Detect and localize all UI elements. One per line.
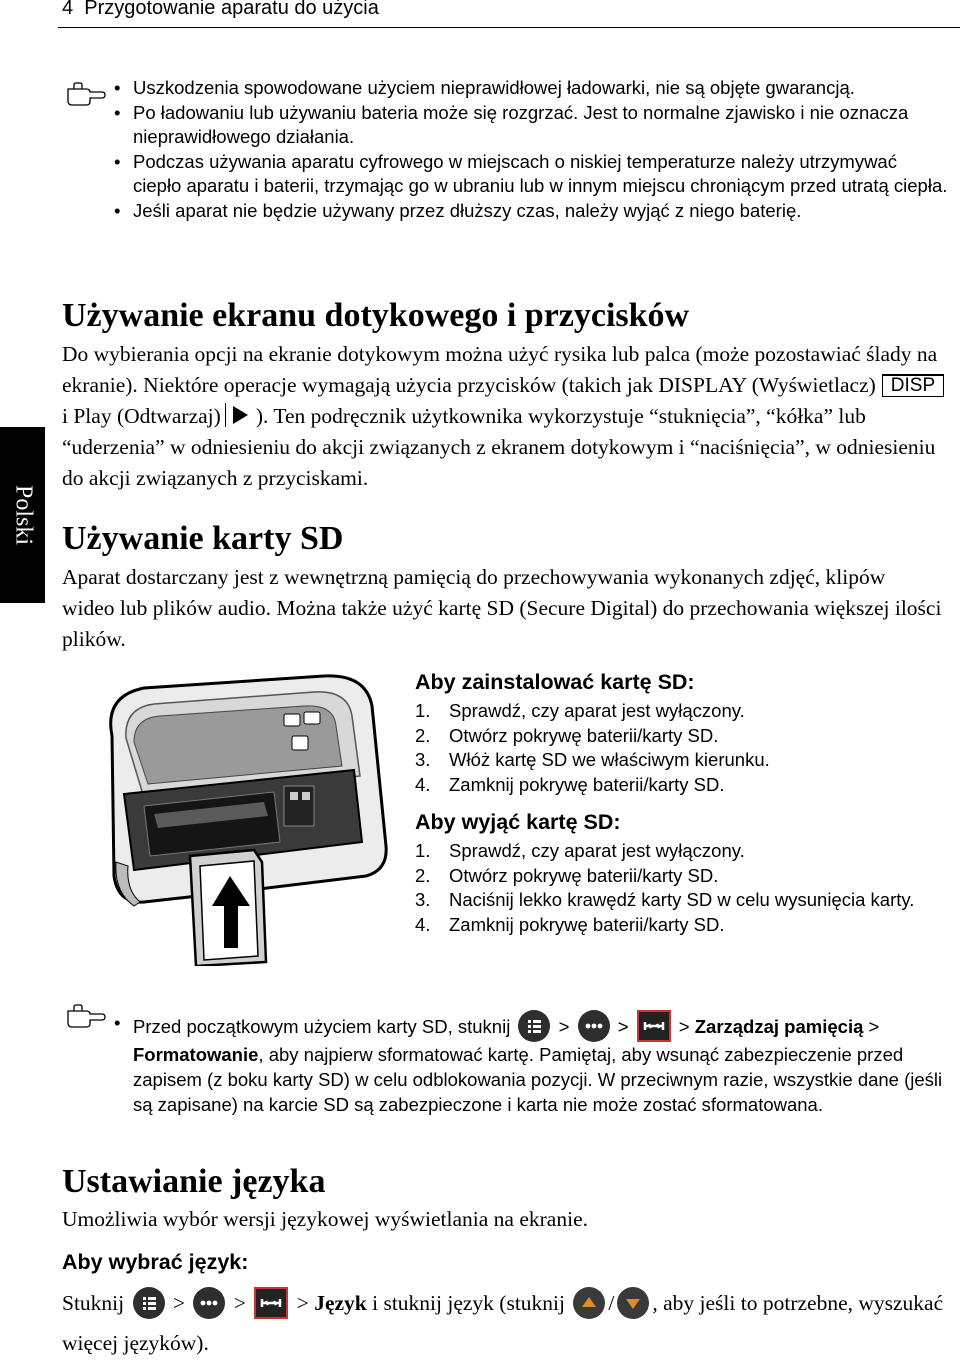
disp-key: DISP bbox=[882, 374, 944, 397]
step-number: 4. bbox=[415, 913, 431, 935]
page-number: 4 bbox=[62, 0, 74, 19]
format-note-prefix: Przed początkowym użyciem karty SD, stuknij bbox=[133, 1016, 511, 1037]
step-number: 2. bbox=[415, 724, 431, 746]
list-item bbox=[415, 839, 945, 864]
settings-wrench-icon[interactable] bbox=[637, 1010, 671, 1042]
touch-text-2: i Play (Odtwarzaj) bbox=[62, 404, 221, 428]
separator: > bbox=[233, 1291, 246, 1315]
step-text: Włóż kartę SD we właściwym kierunku. bbox=[449, 749, 770, 770]
step-number: 1. bbox=[415, 840, 431, 861]
step-text: Naciśnij lekko krawędź karty SD w celu wysunięcia karty. bbox=[449, 889, 915, 910]
play-icon bbox=[225, 403, 252, 427]
list-item bbox=[415, 724, 935, 749]
list-item bbox=[415, 888, 945, 913]
list-item: • Jeśli aparat nie będzie używany przez dłuższy czas, należy wyjąć z niego baterię. bbox=[114, 199, 949, 224]
language-side-tab bbox=[0, 427, 45, 603]
scroll-up-icon[interactable] bbox=[573, 1287, 605, 1319]
language-end-text: , aby jeśli to potrzebne, wyszukać więcej języków). bbox=[62, 1291, 944, 1355]
camera-sd-card-illustration bbox=[104, 666, 390, 966]
more-options-icon[interactable] bbox=[193, 1287, 225, 1319]
section-title-language: Ustawianie języka bbox=[62, 1163, 326, 1200]
step-number: 4. bbox=[415, 773, 431, 795]
notes-list-top bbox=[114, 76, 949, 223]
touch-text-3: ). Ten podręcznik użytkownika wykorzystuje “stuknięcia”, “kółka” lub “uderzenia” w odniesieniu do akcji związanych z ekranem dotykowym i “naciśnięcia”, w odniesieniu do akcji związanych z przyciskami. bbox=[62, 404, 936, 490]
install-steps bbox=[415, 699, 935, 797]
header-rule bbox=[58, 27, 960, 28]
separator: > bbox=[678, 1016, 690, 1037]
menu-button-icon[interactable] bbox=[518, 1010, 550, 1042]
separator: > bbox=[558, 1016, 570, 1037]
section-title-sd: Używanie karty SD bbox=[62, 520, 344, 557]
step-number: 2. bbox=[415, 864, 431, 886]
list-item bbox=[415, 699, 935, 724]
separator: > bbox=[172, 1291, 186, 1315]
menu-button-icon[interactable] bbox=[133, 1287, 165, 1319]
section-title-touch: Używanie ekranu dotykowego i przycisków bbox=[62, 297, 690, 334]
step-text: Otwórz pokrywę baterii/karty SD. bbox=[449, 864, 719, 886]
chapter-title: Przygotowanie aparatu do użycia bbox=[84, 0, 379, 19]
list-item: • Po ładowaniu lub używaniu bateria może się rozgrzać. Jest to normalne zjawisko i nie oznacza nieprawidłowego działania. bbox=[114, 101, 949, 150]
list-item bbox=[415, 773, 935, 798]
format-label: Formatowanie bbox=[133, 1044, 259, 1065]
step-text: Sprawdź, czy aparat jest wyłączony. bbox=[449, 840, 745, 861]
step-text: Sprawdź, czy aparat jest wyłączony. bbox=[449, 700, 745, 721]
language-paragraph: Umożliwia wybór wersji językowej wyświetlania na ekranie. bbox=[62, 1207, 588, 1231]
list-item bbox=[415, 748, 935, 773]
manage-memory-label: Zarządzaj pamięcią bbox=[694, 1016, 864, 1037]
separator: > bbox=[296, 1291, 309, 1315]
separator: > bbox=[868, 1016, 880, 1037]
page-header bbox=[62, 0, 379, 20]
slash: / bbox=[608, 1291, 615, 1315]
step-text: Zamknij pokrywę baterii/karty SD. bbox=[449, 773, 725, 795]
more-options-icon[interactable] bbox=[578, 1010, 610, 1042]
language-mid-text: i stuknij język (stuknij bbox=[372, 1291, 566, 1315]
remove-steps bbox=[415, 839, 945, 937]
select-language-title: Aby wybrać język: bbox=[62, 1250, 249, 1274]
tap-label: Stuknij bbox=[62, 1291, 125, 1315]
language-label: Język bbox=[314, 1291, 367, 1315]
side-tab-label: Polski bbox=[10, 484, 36, 546]
scroll-down-icon[interactable] bbox=[617, 1287, 649, 1319]
separator: > bbox=[617, 1016, 629, 1037]
settings-wrench-icon[interactable] bbox=[254, 1287, 288, 1319]
install-sd-title: Aby zainstalować kartę SD: bbox=[415, 670, 695, 694]
sd-paragraph: Aparat dostarczany jest z wewnętrzną pamięcią do przechowywania wykonanych zdjęć, klipów wideo lub plików audio. Można także użyć kartę SD (Secure Digital) do przechowania większej ilości plików. bbox=[62, 565, 942, 651]
touch-paragraph bbox=[62, 339, 954, 494]
step-number: 3. bbox=[415, 889, 431, 910]
format-note-suffix: , aby najpierw sformatować kartę. Pamiętaj, aby wsunąć zabezpieczenie przed zapisem (z boku karty SD) w celu odblokowania pozycji. W przeciwnym razie, wszystkie dane (jeśli są zapisane) na karcie SD są zabezpieczone i karta nie może zostać sformatowana. bbox=[133, 1044, 943, 1115]
list-item: • Podczas używania aparatu cyfrowego w miejscach o niskiej temperaturze należy utrzymywać ciepło aparatu i baterii, trzymając go w ubraniu lub w innym miejscu chroniącym przed utratą ciepła. bbox=[114, 150, 949, 199]
pointing-hand-icon bbox=[66, 1004, 106, 1028]
remove-sd-title: Aby wyjąć kartę SD: bbox=[415, 810, 621, 834]
list-item: • Uszkodzenia spowodowane użyciem nieprawidłowej ładowarki, nie są objęte gwarancją. bbox=[114, 76, 949, 101]
pointing-hand-icon bbox=[66, 82, 106, 106]
list-item bbox=[114, 1010, 949, 1117]
format-note bbox=[114, 1010, 949, 1117]
touch-text-1: Do wybierania opcji na ekranie dotykowym można użyć rysika lub palca (może pozostawiać ślady na ekranie). Niektóre operacje wymagają użycia przycisków (takich jak DISPLAY (Wyświetlacz) bbox=[62, 342, 938, 397]
step-text: Zamknij pokrywę baterii/karty SD. bbox=[449, 913, 725, 935]
list-item bbox=[415, 913, 945, 938]
language-steps bbox=[62, 1283, 954, 1363]
list-item bbox=[415, 864, 945, 889]
step-text: Otwórz pokrywę baterii/karty SD. bbox=[449, 724, 719, 746]
step-number: 3. bbox=[415, 749, 431, 770]
step-number: 1. bbox=[415, 700, 431, 721]
